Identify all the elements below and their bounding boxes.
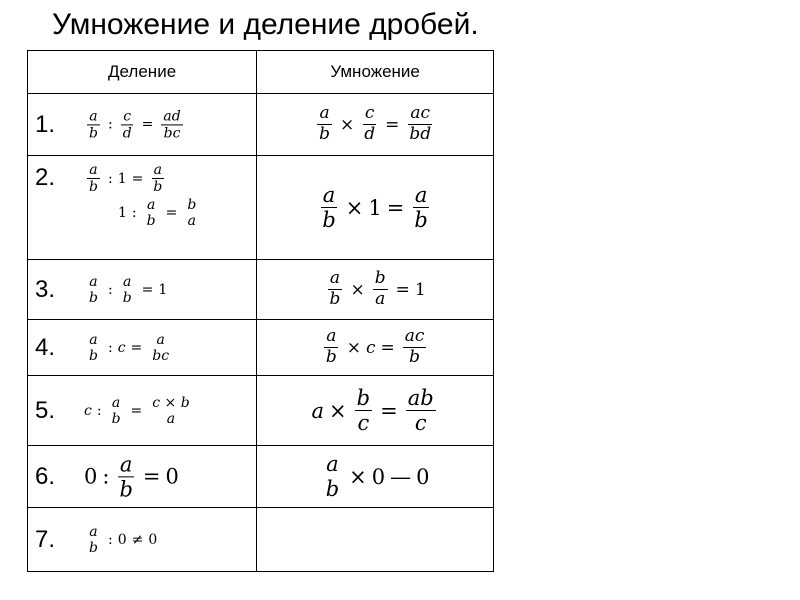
row-number: 2. [35,164,56,191]
table-row [28,260,494,320]
division-formula: a b : 0 ≠ 0 [89,523,158,556]
row-number: 3. [35,275,56,303]
multiplication-formula: $\frac{a}{b}$ × c = $\frac{ac}{b}$ [325,326,425,367]
header-division: Деление [28,51,257,94]
table-row [28,376,494,446]
row-number: 6. [35,462,56,490]
division-cell [28,94,257,156]
fraction: $\frac{ad}{bc}$ [163,107,181,141]
multiplication-formula: a × $\frac{b}{c}$ = $\frac{ab}{c}$ [311,385,434,435]
table-header-row [28,51,494,94]
division-formula: a b : a b = 1 [89,273,168,306]
header-multiplication: Умножение [257,51,494,94]
table-row [28,156,494,260]
fraction: $\frac{a}{b}$ [89,107,98,141]
division-formula: a b : c = a bc [89,331,170,364]
multiplication-formula: $\frac{a}{b}$ × $\frac{b}{a}$ = 1 [329,268,426,309]
division-formula: c : a b = c × b a [84,394,190,427]
fraction: $\frac{c}{d}$ [122,107,132,141]
table-row [28,446,494,508]
division-formula: $\frac{a}{b}$ : $\frac{c}{d}$ = $\frac{ad}{bc}$ [89,107,181,141]
row-number: 1. [35,110,56,138]
multiplication-cell [257,446,494,508]
multiplication-cell [257,94,494,156]
division-formula: 1 : a b = b a [118,197,197,230]
row-number: 5. [35,396,56,424]
division-cell [28,508,257,572]
division-formula: $\frac{a}{b}$ : 1 = $\frac{a}{b}$ [89,162,163,196]
division-formula: 0 : $\frac{a}{b}$ = 0 [84,451,179,501]
row-number: 4. [35,333,56,361]
multiplication-formula: a b × 0 — 0 [325,452,430,501]
table-row [28,508,494,572]
multiplication-cell [257,320,494,376]
page-title: Умножение и деление дробей. [52,8,479,41]
multiplication-cell [257,260,494,320]
division-cell [28,260,257,320]
fractions-table [27,50,494,572]
multiplication-formula: $\frac{a}{b}$ × $\frac{c}{d}$ = $\frac{ac}{bd}$ [319,103,432,144]
multiplication-cell [257,156,494,260]
multiplication-cell-empty [257,508,494,572]
row-number: 7. [35,525,56,553]
multiplication-cell [257,376,494,446]
division-cell [28,156,257,260]
division-cell [28,446,257,508]
division-formulas [84,162,201,231]
division-cell [28,320,257,376]
division-cell [28,376,257,446]
multiplication-formula: $\frac{a}{b}$ × 1 = $\frac{a}{b}$ [322,182,428,232]
table-row [28,94,494,156]
table-row [28,320,494,376]
